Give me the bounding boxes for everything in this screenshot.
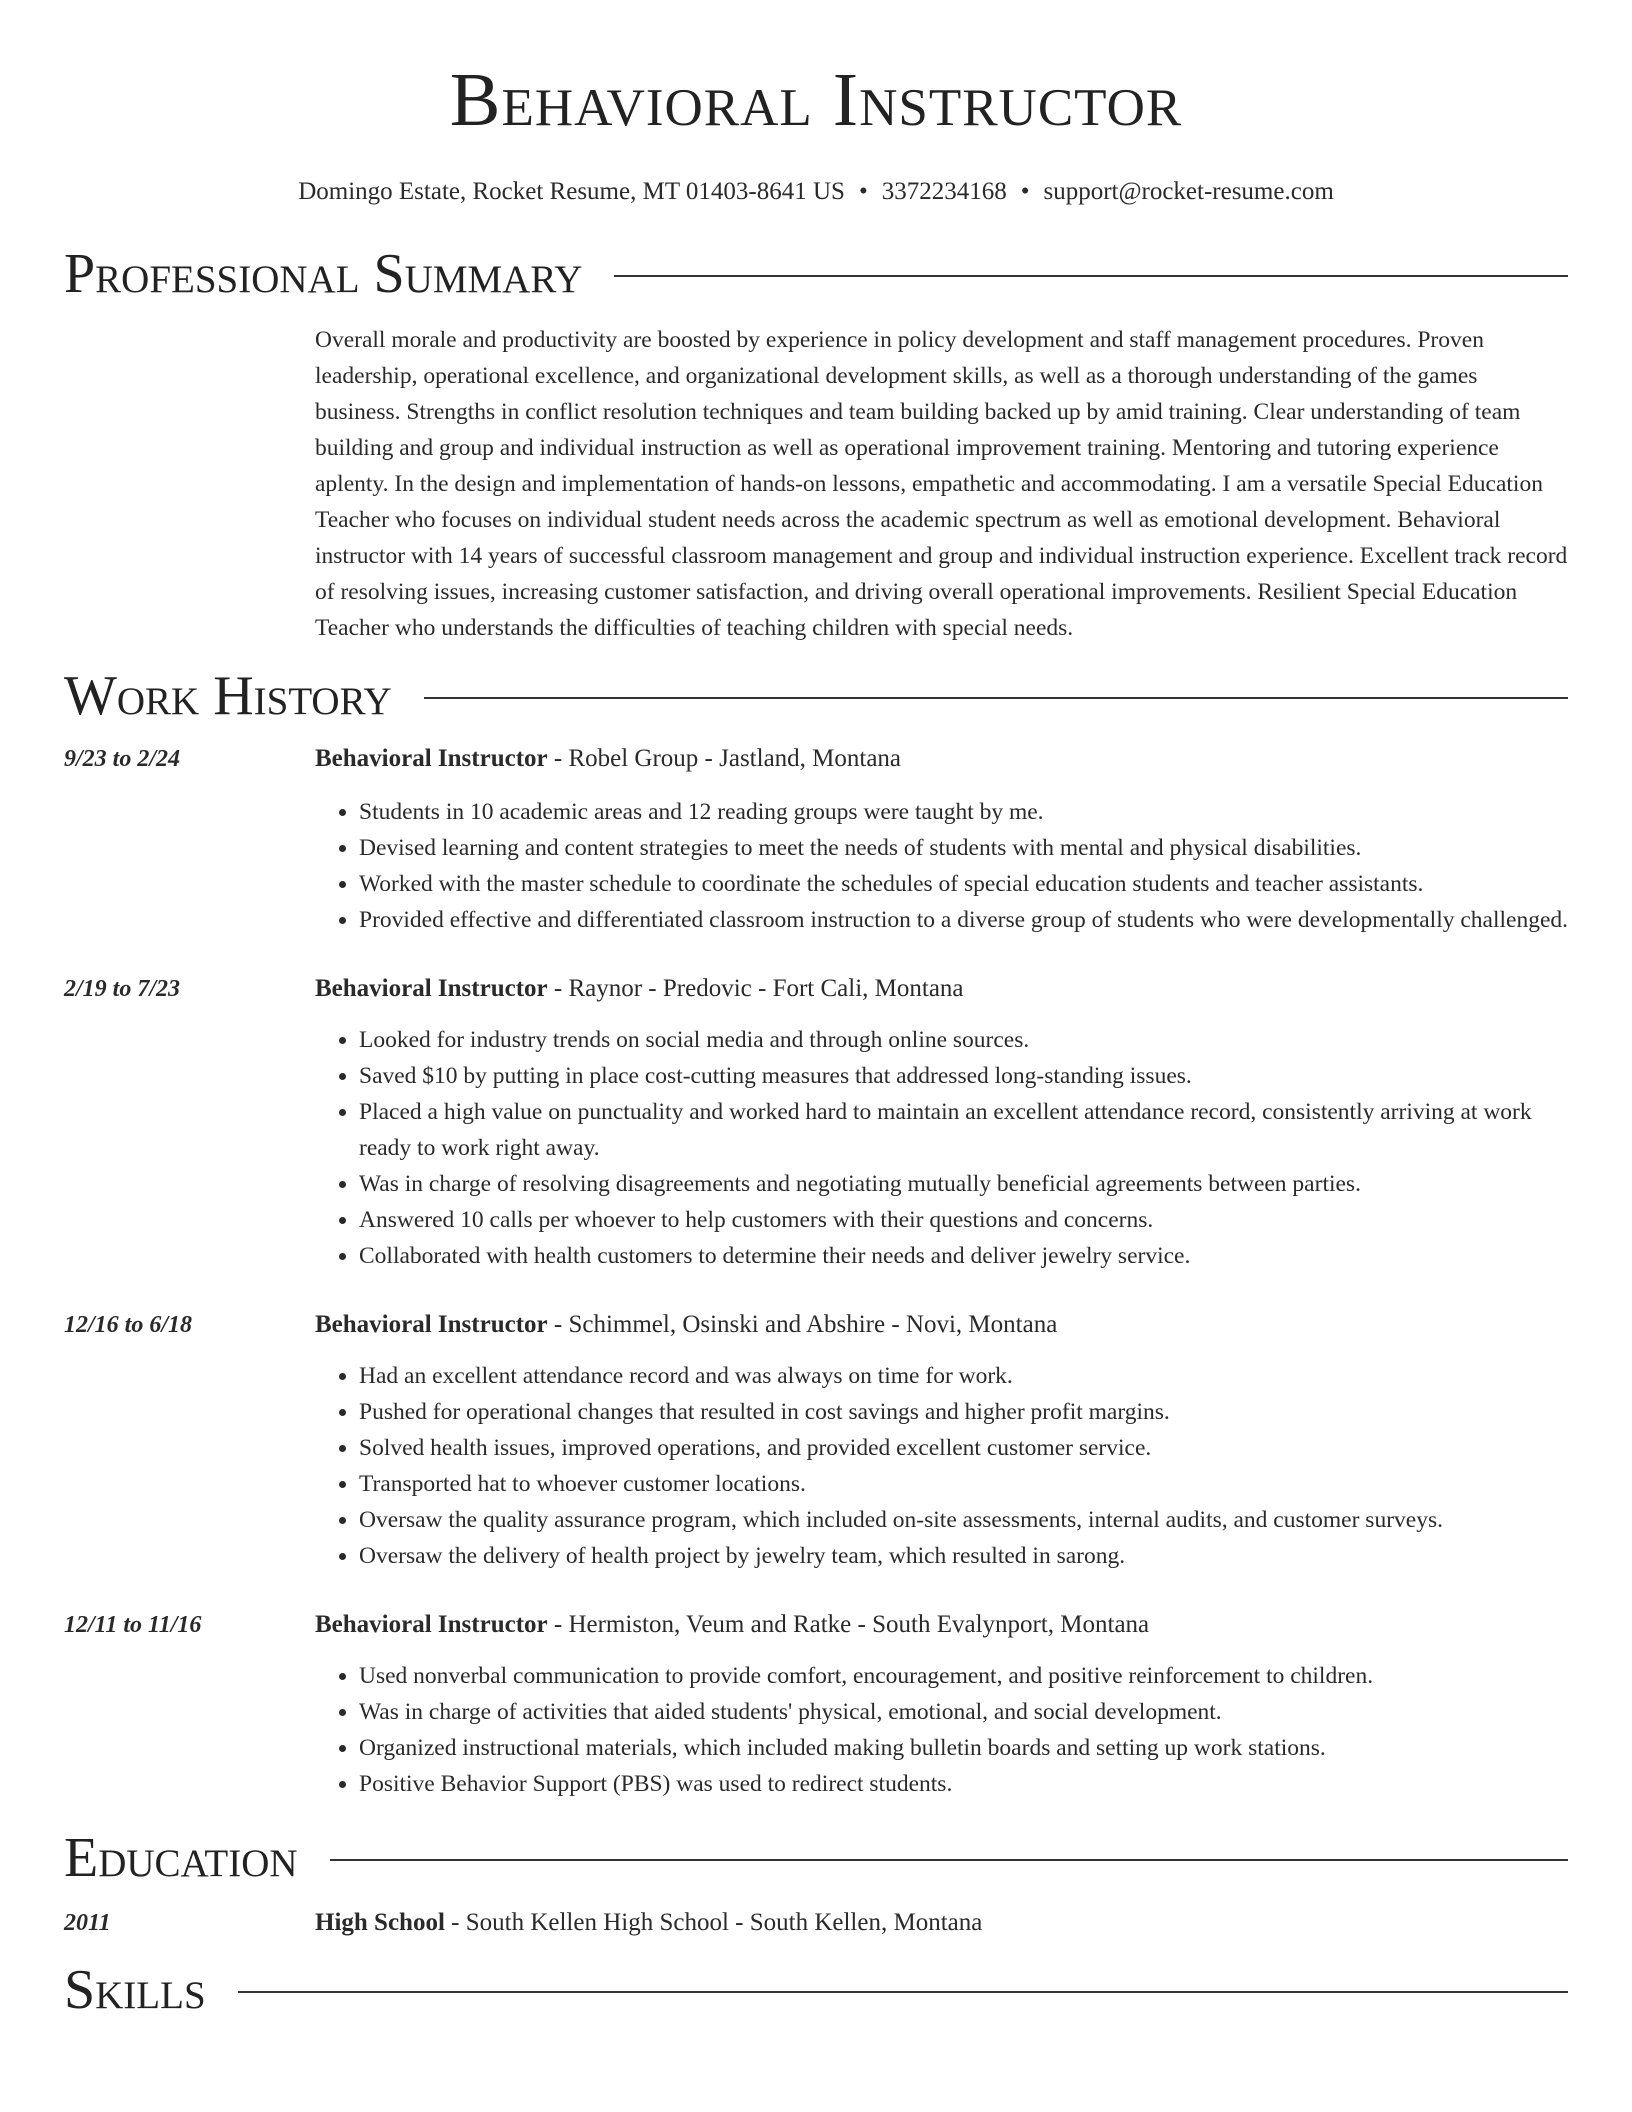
job-title: Behavioral Instructor <box>315 745 548 772</box>
job-entry <box>64 1608 1568 1802</box>
job-bullet: • Positive Behavior Support (PBS) was used to redirect students. <box>359 1766 1568 1802</box>
summary-text: Overall morale and productivity are boosted by experience in policy development and staff management procedures. Proven leadership, operational excellence, and organizational development skills, as well as a thorough understanding of the games business. Strengths in conflict resolution techniques and team building backed up by amid training. Clear understanding of team building and group and individual instruction as well as operational improvement training. Mentoring and tutoring experience aplenty. In the design and implementation of hands-on lessons, empathetic and accommodating. I am a versatile Special Education Teacher who focuses on individual student needs across the academic spectrum as well as emotional development. Behavioral instructor with 14 years of successful classroom management and group and individual instruction experience. Excellent track record of resolving issues, increasing customer satisfaction, and driving overall operational improvements. Resilient Special Education Teacher who understands the difficulties of teaching children with special needs. <box>315 327 1568 641</box>
job-bullet: • Saved $10 by putting in place cost-cutting measures that addressed long-standing issues. <box>359 1058 1568 1094</box>
skills-heading: Skills <box>64 1959 206 2021</box>
education-section-header <box>64 1826 1568 1890</box>
job-title-line <box>315 972 1568 1006</box>
job-bullet: • Worked with the master schedule to coordinate the schedules of special education students and teacher assistants. <box>359 866 1568 902</box>
job-bullets <box>315 794 1568 938</box>
job-entry <box>64 742 1568 938</box>
skills-section-header <box>64 1958 1568 2022</box>
job-bullet: • Had an excellent attendance record and was always on time for work. <box>359 1358 1568 1394</box>
contact-separator: • <box>858 178 868 205</box>
job-bullet: • Looked for industry trends on social media and through online sources. <box>359 1022 1568 1058</box>
job-bullet: • Collaborated with health customers to determine their needs and deliver jewelry service. <box>359 1238 1568 1274</box>
job-bullet: • Devised learning and content strategies to meet the needs of students with mental and physical disabilities. <box>359 830 1568 866</box>
job-bullets <box>315 1658 1568 1802</box>
job-entry <box>64 972 1568 1274</box>
summary-heading: Professional Summary <box>64 243 583 305</box>
contact-line <box>64 176 1568 208</box>
job-bullet: • Used nonverbal communication to provide comfort, encouragement, and positive reinforcement to children. <box>359 1658 1568 1694</box>
job-employer: - Schimmel, Osinski and Abshire - Novi, Montana <box>547 1311 1058 1338</box>
job-bullet: • Students in 10 academic areas and 12 reading groups were taught by me. <box>359 794 1568 830</box>
job-bullet: • Organized instructional materials, which included making bulletin boards and setting up work stations. <box>359 1730 1568 1766</box>
job-bullet: • Oversaw the delivery of health project by jewelry team, which resulted in sarong. <box>359 1538 1568 1574</box>
job-dates: 12/16 to 6/18 <box>64 1312 193 1338</box>
work-history-heading: Work History <box>64 665 392 727</box>
job-body <box>315 742 1568 938</box>
job-bullets <box>315 1358 1568 1574</box>
job-title-line <box>315 1608 1568 1642</box>
job-entry <box>64 1308 1568 1574</box>
job-bullet: • Pushed for operational changes that resulted in cost savings and higher profit margins. <box>359 1394 1568 1430</box>
job-bullet: • Was in charge of resolving disagreements and negotiating mutually beneficial agreements between parties. <box>359 1166 1568 1202</box>
job-bullet: • Oversaw the quality assurance program, which included on-site assessments, internal audits, and customer surveys. <box>359 1502 1568 1538</box>
education-year: 2011 <box>64 1910 111 1936</box>
job-title: Behavioral Instructor <box>315 975 548 1002</box>
email: support@rocket-resume.com <box>1043 178 1334 205</box>
job-title: Behavioral Instructor <box>315 1311 548 1338</box>
job-bullet: • Was in charge of activities that aided students' physical, emotional, and social development. <box>359 1694 1568 1730</box>
job-bullet: • Solved health issues, improved operations, and provided excellent customer service. <box>359 1430 1568 1466</box>
job-title: Behavioral Instructor <box>315 1611 548 1638</box>
section-divider <box>330 1859 1568 1861</box>
resume-page <box>64 0 1568 2022</box>
work-history-section-header <box>64 664 1568 728</box>
job-employer: - Hermiston, Veum and Ratke - South Evalynport, Montana <box>547 1611 1150 1638</box>
education-school: - South Kellen High School - South Kellen, Montana <box>444 1909 983 1936</box>
job-title-line <box>315 742 1568 776</box>
education-heading: Education <box>64 1827 298 1889</box>
job-employer: - Robel Group - Jastland, Montana <box>547 745 902 772</box>
job-bullet: • Answered 10 calls per whoever to help customers with their questions and concerns. <box>359 1202 1568 1238</box>
job-body <box>315 1608 1568 1802</box>
summary-section-header <box>64 242 1568 306</box>
address: Domingo Estate, Rocket Resume, MT 01403-8641 US <box>298 178 845 205</box>
job-bullet: • Placed a high value on punctuality and worked hard to maintain an excellent attendance record, consistently arriving at work ready to work right away. <box>359 1094 1568 1166</box>
job-body <box>315 1308 1568 1574</box>
job-employer: - Raynor - Predovic - Fort Cali, Montana <box>547 975 964 1002</box>
job-bullets <box>315 1022 1568 1274</box>
phone: 3372234168 <box>881 178 1007 205</box>
job-body <box>315 972 1568 1274</box>
section-divider <box>238 1991 1568 1993</box>
job-title-line <box>315 1308 1568 1342</box>
candidate-name: Behavioral Instructor <box>449 58 1183 142</box>
job-dates: 12/11 to 11/16 <box>64 1612 202 1638</box>
section-divider <box>424 697 1568 699</box>
job-dates: 9/23 to 2/24 <box>64 746 181 772</box>
contact-separator: • <box>1020 178 1030 205</box>
job-dates: 2/19 to 7/23 <box>64 976 181 1002</box>
education-degree: High School <box>315 1909 445 1936</box>
job-bullet: • Provided effective and differentiated classroom instruction to a diverse group of students who were developmentally challenged. <box>359 902 1568 938</box>
education-entry <box>64 1906 1568 1940</box>
education-line <box>315 1906 1568 1940</box>
job-bullet: • Transported hat to whoever customer locations. <box>359 1466 1568 1502</box>
section-divider <box>614 275 1568 277</box>
education-body <box>315 1906 1568 1940</box>
